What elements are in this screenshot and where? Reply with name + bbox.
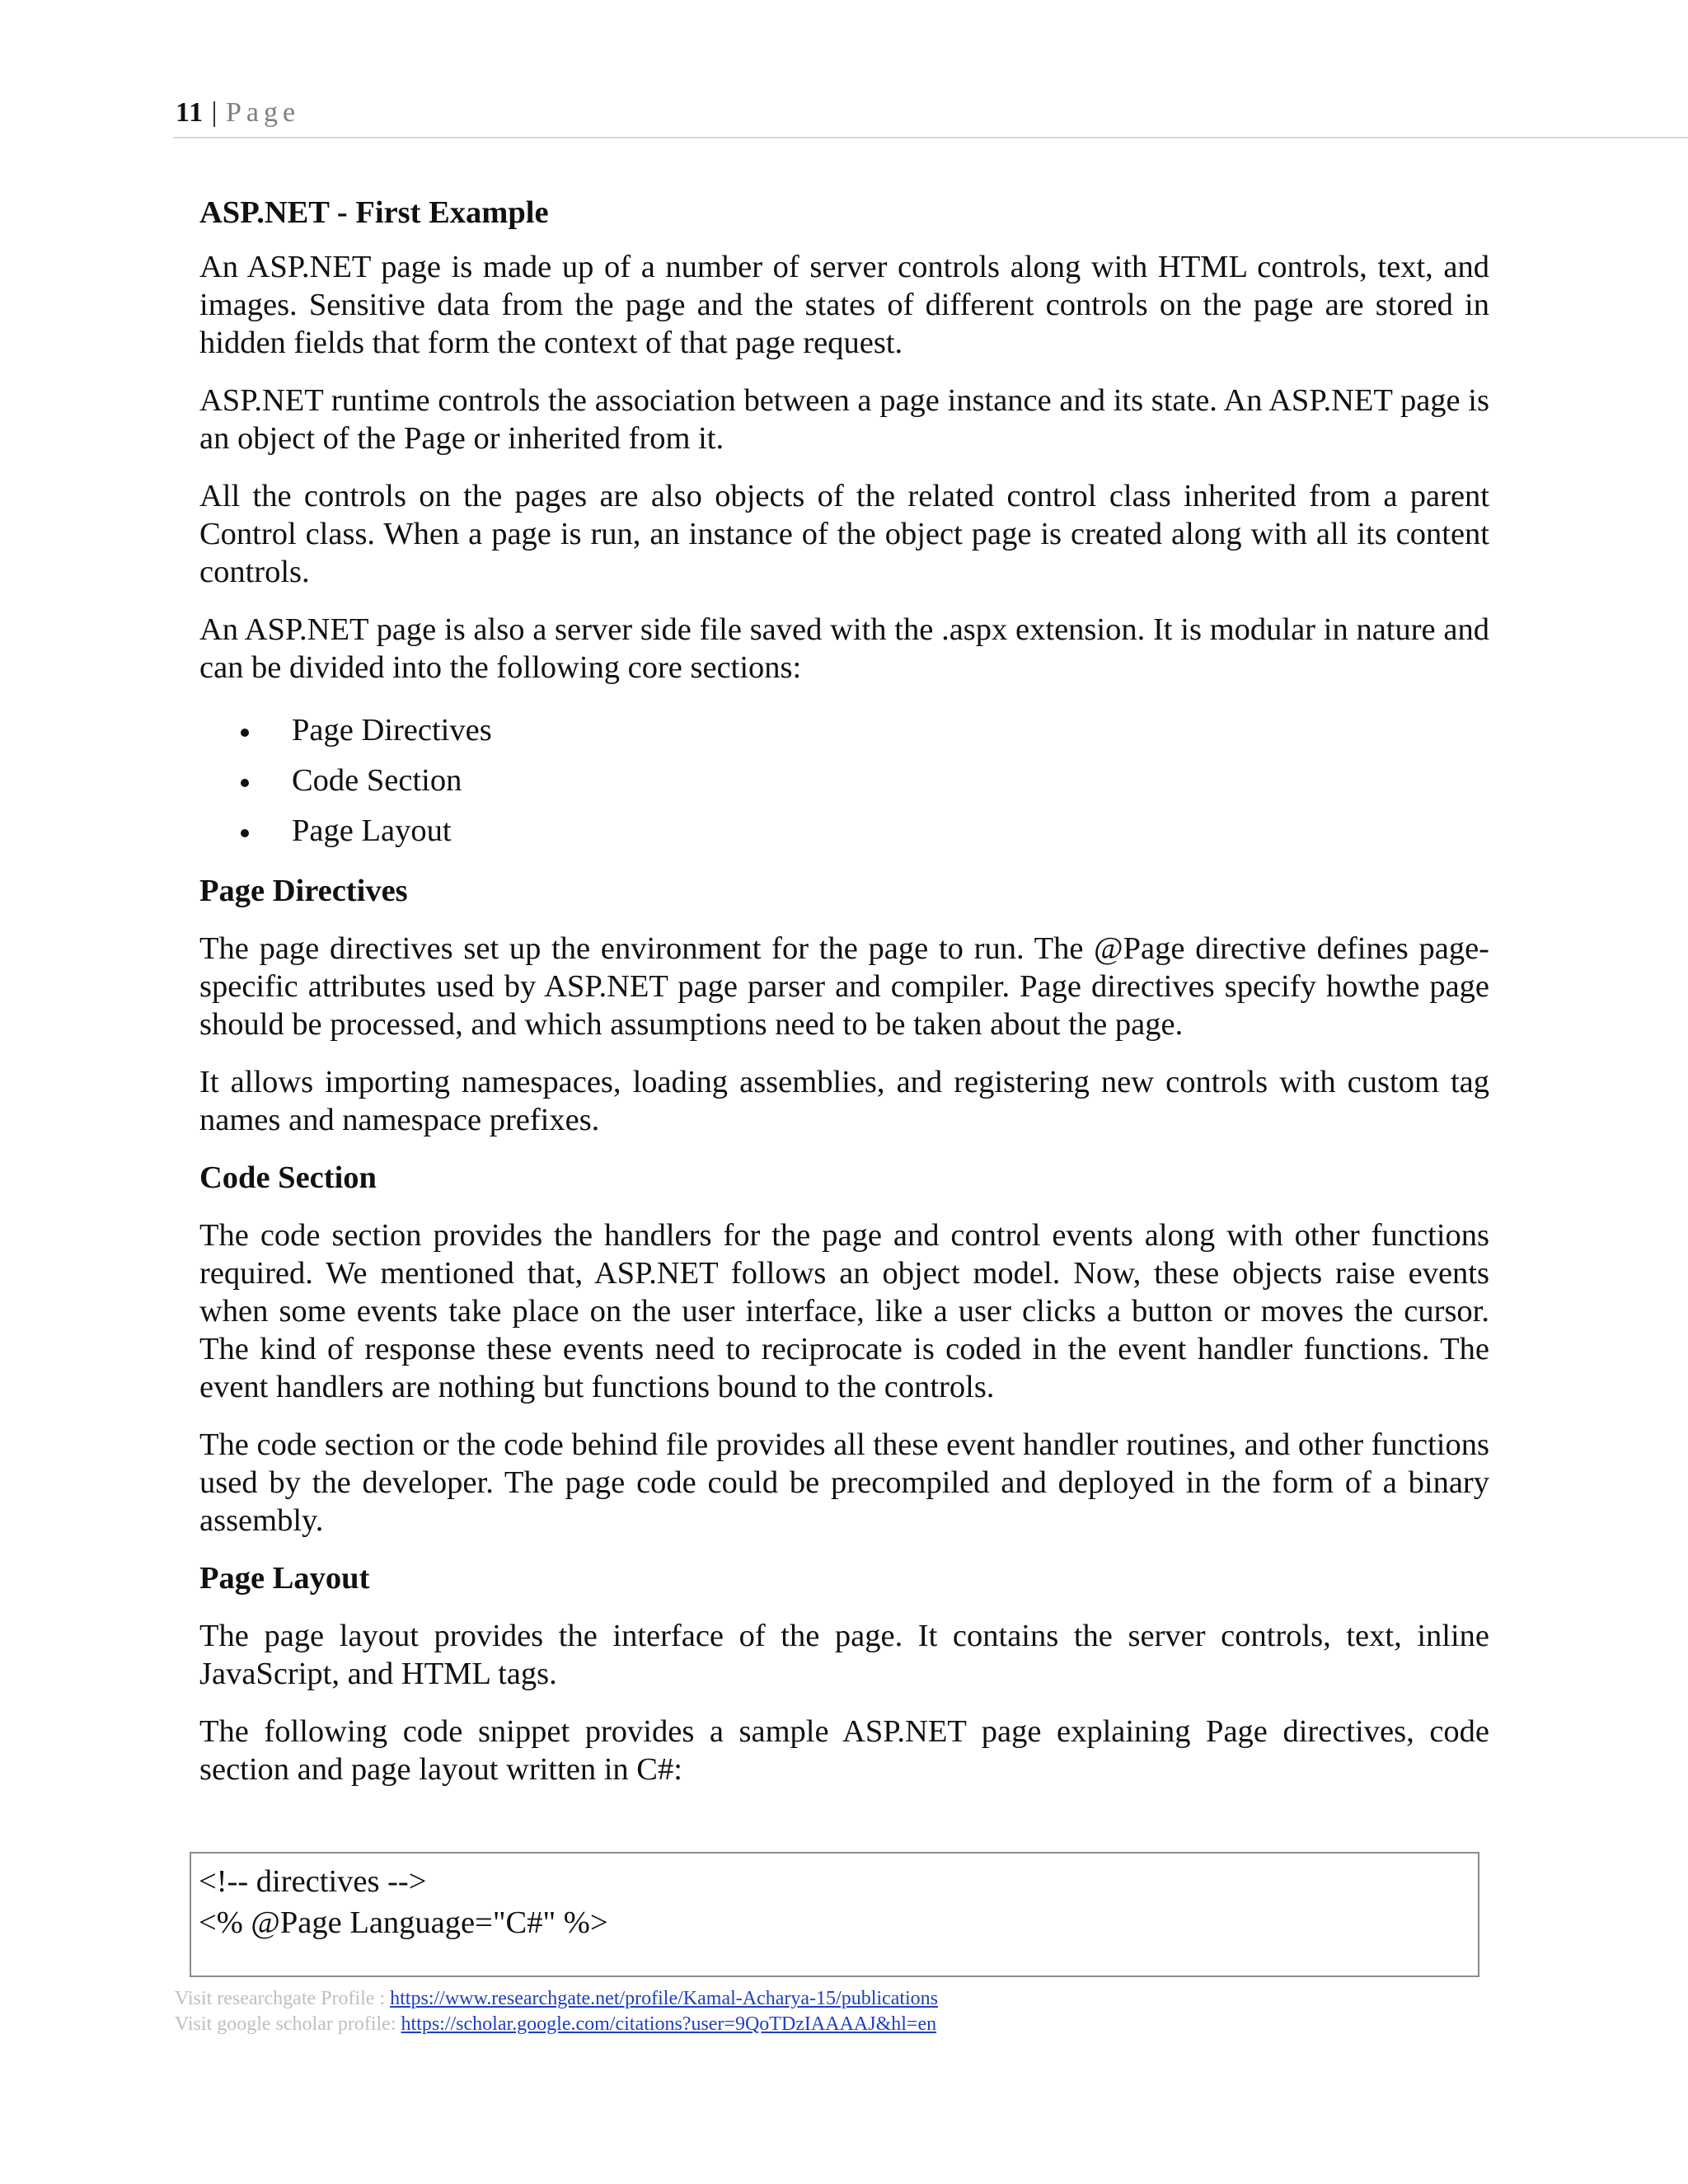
researchgate-link[interactable]: https://www.researchgate.net/profile/Kamal-Acharya-15/publications xyxy=(390,1988,939,2009)
paragraph: An ASP.NET page is made up of a number of server controls along with HTML controls, text, and images. Sensitive data from the page and the states of different controls on the page are stored in hidden fields that form the context of that page request. xyxy=(199,250,1489,360)
page-header xyxy=(176,97,300,129)
researchgate-footer-line xyxy=(175,1986,938,2012)
header-separator: | xyxy=(204,97,226,128)
paragraph: The code section or the code behind file provides all these event handler routines, and other functions used by the developer. The page code could be precompiled and deployed in the form of a binary assembly. xyxy=(199,1427,1489,1538)
scholar-link[interactable]: https://scholar.google.com/citations?user=9QoTDzIAAAAJ&hl=en xyxy=(401,2013,937,2035)
paragraph: The page directives set up the environment for the page to run. The @Page directive defines page-specific attributes used by ASP.NET page parser and compiler. Page directives specify howthe page should be processed, and which assumptions need to be taken about the page. xyxy=(199,931,1489,1042)
code-line: <% @Page Language="C#" %> xyxy=(199,1905,608,1940)
list-item: Code Section xyxy=(199,762,1489,812)
researchgate-label: Visit researchgate Profile : xyxy=(175,1988,391,2009)
paragraph: It allows importing namespaces, loading assemblies, and registering new controls with custom tag names and namespace prefixes. xyxy=(199,1065,1489,1137)
page-number: 11 xyxy=(176,97,204,128)
code-snippet-box xyxy=(190,1852,1479,1977)
scholar-footer-line xyxy=(175,2012,938,2037)
list-item: Page Directives xyxy=(199,711,1489,762)
section-title-page-directives: Page Directives xyxy=(199,874,408,908)
section-title-page-layout: Page Layout xyxy=(199,1561,370,1596)
paragraph: The following code snippet provides a sample ASP.NET page explaining Page directives, code section and page layout written in C#: xyxy=(199,1714,1489,1787)
page-word: Page xyxy=(225,97,301,128)
paragraph: All the controls on the pages are also objects of the related control class inherited from a parent Control class. When a page is run, an instance of the object page is created along with all its content controls. xyxy=(199,479,1489,589)
paragraph: ASP.NET runtime controls the association between a page instance and its state. An ASP.NET page is an object of the Page or inherited from it. xyxy=(199,383,1489,456)
core-sections-list xyxy=(199,711,1489,862)
scholar-label: Visit google scholar profile: xyxy=(175,2013,401,2035)
list-item: Page Layout xyxy=(199,812,1489,862)
paragraph: The code section provides the handlers for the page and control events along with other functions required. We mentioned that, ASP.NET follows an object model. Now, these objects raise events when some events take place on the user interface, like a user clicks a button or moves the cursor. The kind of response these events need to reciprocate is coded in the event handler functions. The event handlers are nothing but functions bound to the controls. xyxy=(199,1218,1489,1404)
paragraph: The page layout provides the interface of the page. It contains the server controls, text, inline JavaScript, and HTML tags. xyxy=(199,1619,1489,1691)
code-line: <!-- directives --> xyxy=(199,1864,427,1899)
footer xyxy=(175,1986,938,2037)
header-rule xyxy=(173,137,1688,138)
paragraph: An ASP.NET page is also a server side file saved with the .aspx extension. It is modular in nature and can be divided into the following core sections: xyxy=(199,612,1489,685)
section-title-code-section: Code Section xyxy=(199,1160,377,1195)
document-body xyxy=(199,194,1489,1808)
section-title-first-example: ASP.NET - First Example xyxy=(199,195,549,230)
